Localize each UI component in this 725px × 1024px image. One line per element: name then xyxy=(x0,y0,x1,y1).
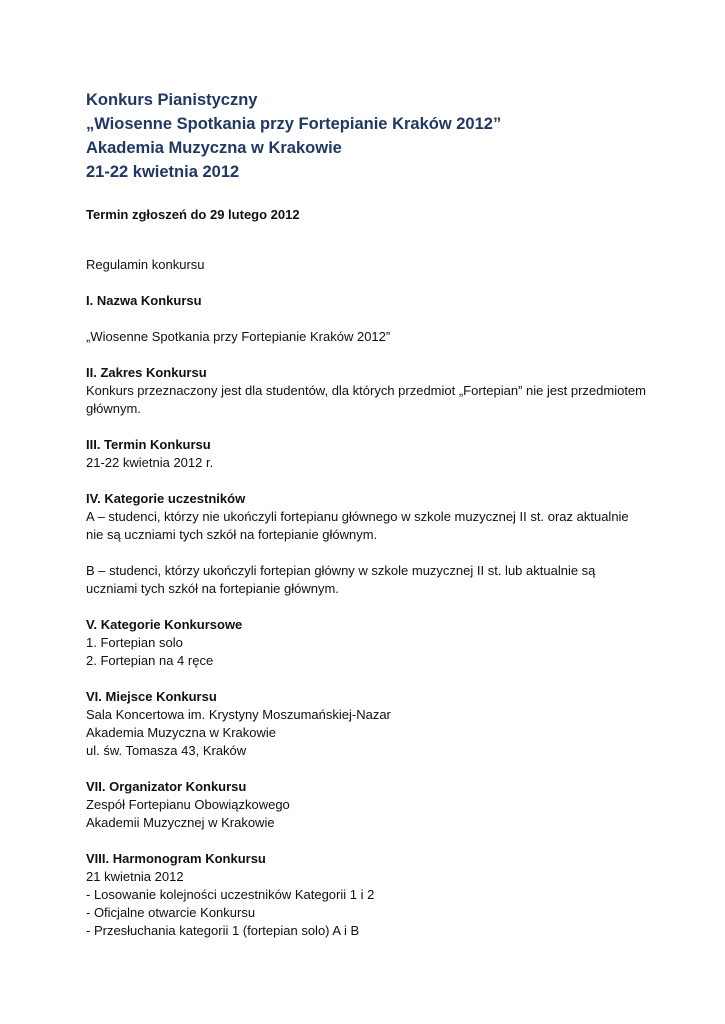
schedule-item: - Losowanie kolejności uczestników Kategorii 1 i 2 xyxy=(86,887,375,902)
venue-institution: Akademia Muzyczna w Krakowie xyxy=(86,725,277,740)
date-text: 21-22 kwietnia 2012 r. xyxy=(86,455,214,470)
title-line-dates: 21-22 kwietnia 2012 xyxy=(86,163,240,181)
list-item: 2. Fortepian na 4 ręce xyxy=(86,653,214,668)
schedule-date: 21 kwietnia 2012 xyxy=(86,869,184,884)
title-line-event-name: „Wiosenne Spotkania przy Fortepianie Kraków 2012” xyxy=(86,115,502,133)
venue-hall: Sala Koncertowa im. Krystyny Moszumańskiej-Nazar xyxy=(86,707,391,722)
category-a-paragraph: A – studenci, którzy nie ukończyli fortepianu głównego w szkole muzycznej II st. oraz aktualnie nie są uczniami tych szkół na fortepianie głównym. xyxy=(86,509,629,542)
document-page xyxy=(86,88,646,940)
category-b-paragraph: B – studenci, którzy ukończyli fortepian główny w szkole muzycznej II st. lub aktualnie są uczniami tych szkół na fortepianie głównym. xyxy=(86,563,596,596)
organizer-line: Akademii Muzycznej w Krakowie xyxy=(86,815,275,830)
regulations-title: Regulamin konkursu xyxy=(86,257,205,272)
scope-paragraph: Konkurs przeznaczony jest dla studentów, dla których przedmiot „Fortepian” nie jest przedmiotem głównym. xyxy=(86,383,646,416)
schedule-item: - Oficjalne otwarcie Konkursu xyxy=(86,905,256,920)
section-heading-schedule: VIII. Harmonogram Konkursu xyxy=(86,851,266,866)
section-heading-date: III. Termin Konkursu xyxy=(86,437,211,452)
list-item: 1. Fortepian solo xyxy=(86,635,183,650)
title-line-competition: Konkurs Pianistyczny xyxy=(86,91,258,109)
title-line-academy: Akademia Muzyczna w Krakowie xyxy=(86,139,342,157)
section-heading-name: I. Nazwa Konkursu xyxy=(86,293,202,308)
competition-name-text: „Wiosenne Spotkania przy Fortepianie Kraków 2012” xyxy=(86,329,391,344)
section-heading-venue: VI. Miejsce Konkursu xyxy=(86,689,217,704)
organizer-line: Zespół Fortepianu Obowiązkowego xyxy=(86,797,290,812)
section-heading-organizer: VII. Organizator Konkursu xyxy=(86,779,247,794)
registration-deadline: Termin zgłoszeń do 29 lutego 2012 xyxy=(86,207,300,222)
schedule-item: - Przesłuchania kategorii 1 (fortepian solo) A i B xyxy=(86,923,360,938)
section-heading-participant-categories: IV. Kategorie uczestników xyxy=(86,491,246,506)
document-title xyxy=(86,88,646,184)
section-heading-scope: II. Zakres Konkursu xyxy=(86,365,207,380)
section-heading-competition-categories: V. Kategorie Konkursowe xyxy=(86,617,243,632)
venue-address: ul. św. Tomasza 43, Kraków xyxy=(86,743,247,758)
